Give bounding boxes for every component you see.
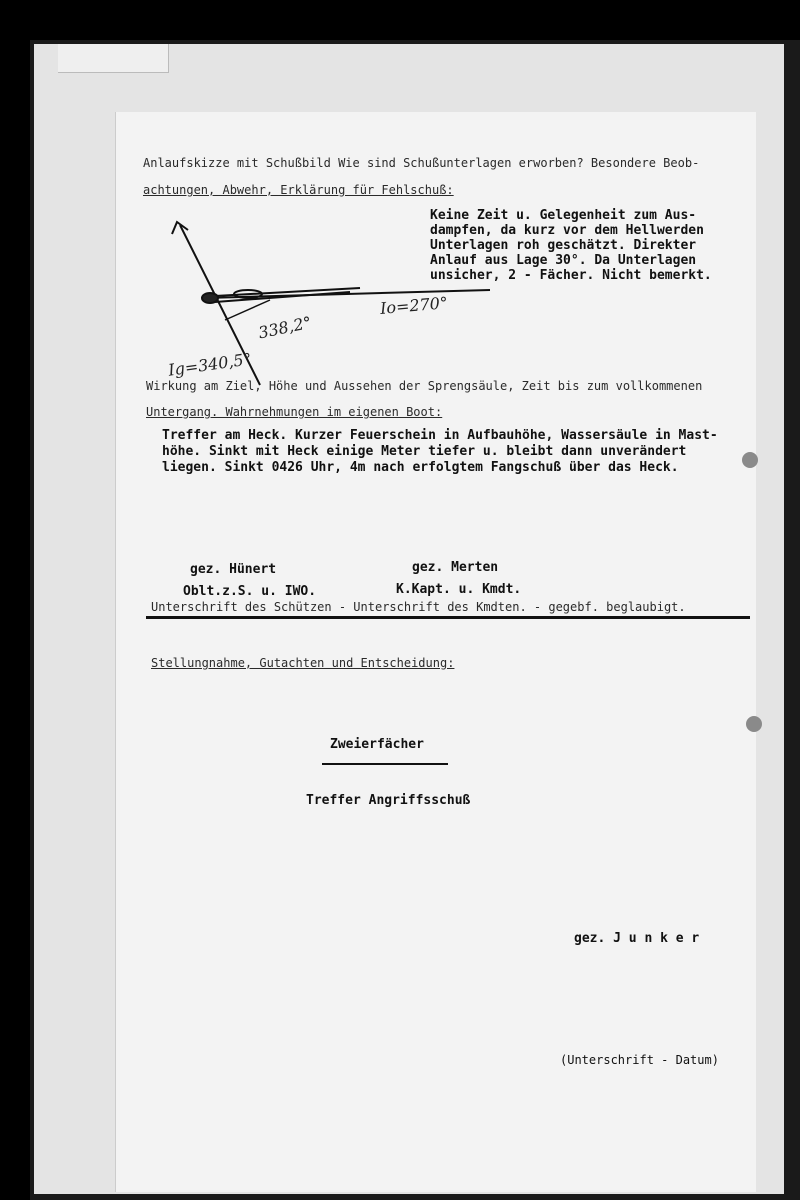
note-line: unsicher, 2 - Fächer. Nicht bemerkt.: [430, 268, 712, 283]
section1-header-line2: achtungen, Abwehr, Erklärung für Fehlschuß:: [143, 183, 454, 197]
effect-line: höhe. Sinkt mit Heck einige Meter tiefer u. bleibt dann unverändert: [162, 444, 687, 459]
target-course-label: Io=270°: [379, 293, 449, 318]
signature-date-caption: (Unterschrift - Datum): [560, 1053, 719, 1067]
section2-header-line1: Wirkung am Ziel, Höhe und Aussehen der Sprengsäule, Zeit bis zum vollkommenen: [146, 379, 703, 393]
commander-name: gez. Merten: [412, 560, 499, 575]
signature-caption: Unterschrift des Schützen - Unterschrift des Kmdten. - gegebf. beglaubigt.: [151, 600, 686, 614]
punch-hole: [746, 716, 762, 732]
bearing-line: [225, 300, 270, 320]
note-line: Keine Zeit u. Gelegenheit zum Aus-: [430, 208, 697, 223]
commander-rank: K.Kapt. u. Kmdt.: [396, 582, 522, 597]
effect-line: liegen. Sinkt 0426 Uhr, 4m nach erfolgtem Fangschuß über das Heck.: [162, 460, 679, 475]
note-line: Unterlagen roh geschätzt. Direkter: [430, 238, 697, 253]
note-line: dampfen, da kurz vor dem Hellwerden: [430, 223, 704, 238]
note-line: Anlauf aus Lage 30°. Da Unterlagen: [430, 253, 697, 268]
section3-header: Stellungnahme, Gutachten und Entscheidung:: [151, 656, 455, 670]
submarine-mark: [202, 293, 218, 303]
section-divider: [146, 616, 750, 619]
shooter-rank: Oblt.z.S. u. IWO.: [183, 584, 317, 599]
bearing-label-2: Ig=340,5°: [167, 349, 253, 380]
paper-tab: [58, 44, 169, 73]
decision-title: Zweierfächer: [330, 737, 424, 752]
course-arrowhead: [172, 222, 188, 234]
decision-underline: [322, 763, 448, 765]
decision-result: Treffer Angriffsschuß: [306, 793, 471, 808]
bearing-label-1: 338,2°: [256, 312, 314, 343]
shooter-name: gez. Hünert: [190, 562, 277, 577]
section1-header-line1: Anlaufskizze mit Schußbild Wie sind Schußunterlagen erworben? Besondere Beob-: [143, 156, 700, 170]
decision-signature: gez. J u n k e r: [574, 931, 700, 946]
effect-line: Treffer am Heck. Kurzer Feuerschein in Aufbauhöhe, Wassersäule in Mast-: [162, 428, 718, 443]
punch-hole: [742, 452, 758, 468]
section2-header-line2: Untergang. Wahrnehmungen im eigenen Boot:: [146, 405, 443, 419]
